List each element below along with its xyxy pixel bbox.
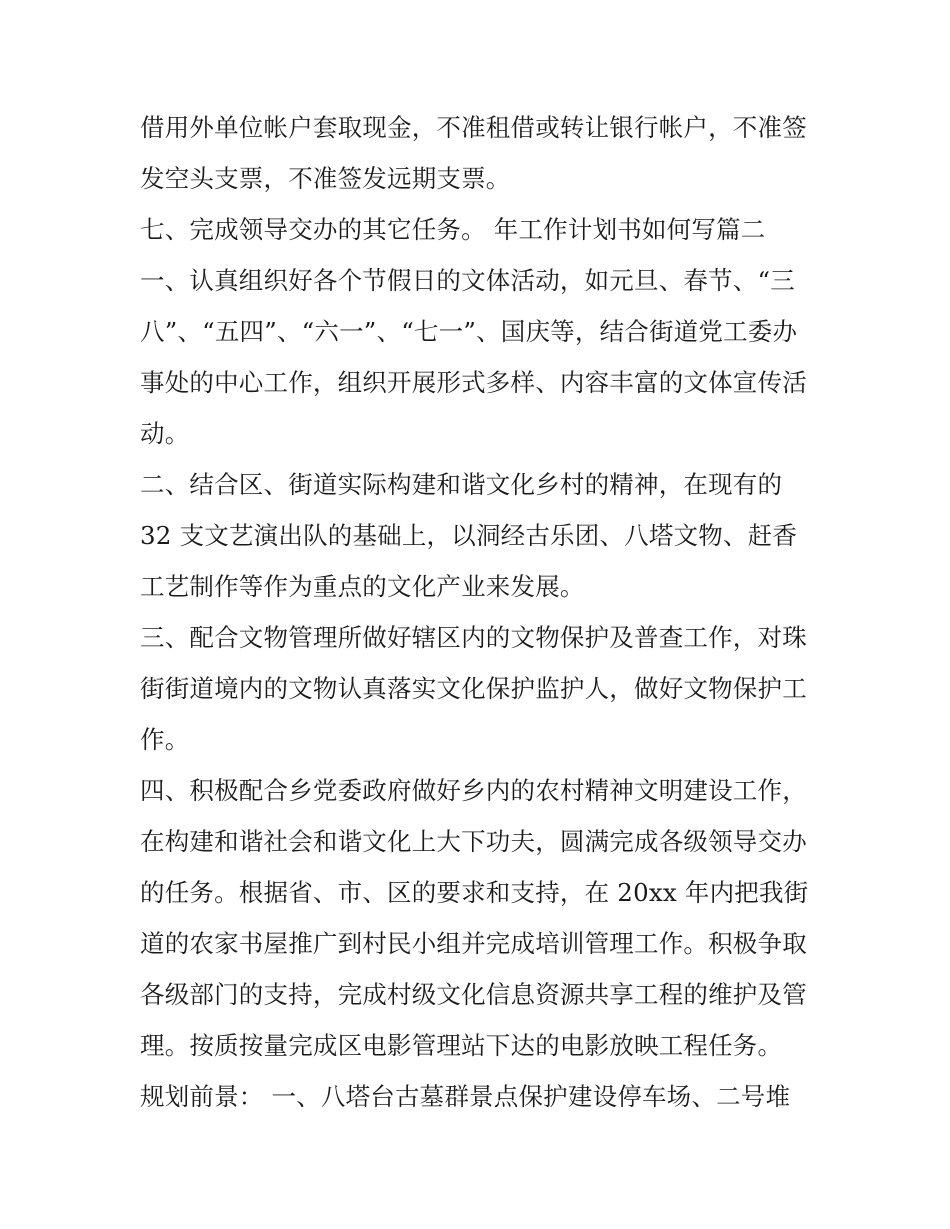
text-line: 事处的中心工作，组织开展形式多样、内容丰富的文体宣传活 xyxy=(140,368,807,397)
section-heading-line: 七、完成领导交办的其它任务。 年工作计划书如何写篇二 xyxy=(140,215,766,244)
text-line: 街街道境内的文物认真落实文化保护监护人，做好文物保护工 xyxy=(140,674,807,703)
text-line: 在构建和谐社会和谐文化上大下功夫，圆满完成各级领导交办 xyxy=(140,827,807,856)
text-line: 八”、“五四”、“六一”、“七一”、国庆等，结合街道党工委办 xyxy=(140,317,798,346)
body-text xyxy=(140,102,820,1122)
text-line: 动。 xyxy=(140,419,190,448)
text-line: 道的农家书屋推广到村民小组并完成培训管理工作。积极争取 xyxy=(140,929,807,958)
text-line: 工艺制作等作为重点的文化产业来发展。 xyxy=(140,572,585,601)
text-line: 各级部门的支持，完成村级文化信息资源共享工程的维护及管 xyxy=(140,980,807,1009)
text-line: 三、配合文物管理所做好辖区内的文物保护及普查工作，对珠 xyxy=(140,623,807,652)
text-line: 作。 xyxy=(140,725,190,754)
text-line: 规划前景： 一、八塔台古墓群景点保护建设停车场、二号堆 xyxy=(140,1082,791,1111)
text-line: 的任务。根据省、市、区的要求和支持，在 20xx 年内把我街 xyxy=(140,878,809,907)
text-line: 二、结合区、街道实际构建和谐文化乡村的精神，在现有的 xyxy=(140,470,783,499)
text-line: 32 支文艺演出队的基础上，以洞经古乐团、八塔文物、赶香 xyxy=(140,521,798,550)
text-line: 借用外单位帐户套取现金，不准租借或转让银行帐户，不准签 xyxy=(140,113,807,142)
text-line: 发空头支票，不准签发远期支票。 xyxy=(140,164,511,193)
text-line: 四、积极配合乡党委政府做好乡内的农村精神文明建设工作， xyxy=(140,776,807,805)
text-line: 一、认真组织好各个节假日的文体活动，如元旦、春节、“三 xyxy=(140,266,795,295)
text-line: 理。按质按量完成区电影管理站下达的电影放映工程任务。 xyxy=(140,1031,783,1060)
